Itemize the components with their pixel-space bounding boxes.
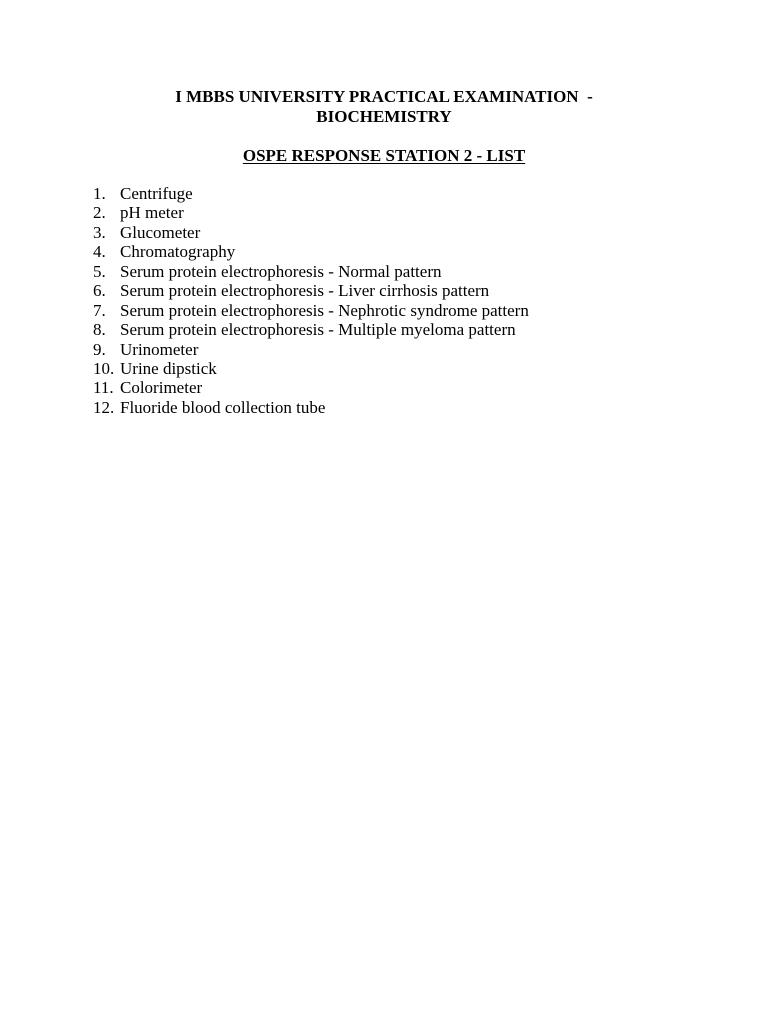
list-item-text: Serum protein electrophoresis - Liver cirrhosis pattern bbox=[120, 281, 490, 301]
list-item-text: Chromatography bbox=[120, 242, 236, 262]
list-item-number: 2. bbox=[93, 203, 106, 223]
list-item-text: Centrifuge bbox=[120, 184, 193, 203]
list-item-text: Serum protein electrophoresis - Normal pattern bbox=[120, 261, 442, 281]
document-title-line-2: BIOCHEMISTRY bbox=[316, 107, 452, 126]
list-item-number: 7. bbox=[93, 300, 106, 320]
list-item-number: 8. bbox=[93, 320, 106, 340]
list-item-text: Glucometer bbox=[120, 222, 201, 242]
list-item-text: Serum protein electrophoresis - Multiple myeloma pattern bbox=[120, 320, 516, 340]
list-item-number: 3. bbox=[93, 222, 106, 242]
list-item-text: Colorimeter bbox=[120, 378, 203, 398]
list-item-number: 9. bbox=[93, 339, 106, 359]
document-subtitle: OSPE RESPONSE STATION 2 - LIST bbox=[242, 146, 526, 165]
list-item-text: Serum protein electrophoresis - Nephrotic syndrome pattern bbox=[120, 300, 529, 320]
list-item-text: Urinometer bbox=[120, 339, 199, 359]
list-item-text: Fluoride blood collection tube bbox=[120, 397, 326, 417]
document-title-line-1: I MBBS UNIVERSITY PRACTICAL EXAMINATION - bbox=[175, 87, 593, 106]
list-item-number: 12. bbox=[93, 397, 115, 417]
list-item-number: 4. bbox=[93, 242, 106, 262]
list-item-number: 5. bbox=[93, 261, 106, 281]
list-item-number: 1. bbox=[93, 184, 106, 203]
list-item-text: Urine dipstick bbox=[120, 358, 217, 378]
list-item-number: 10. bbox=[93, 358, 115, 378]
list-item-number: 11. bbox=[93, 378, 114, 398]
list-item-number: 6. bbox=[93, 281, 106, 301]
list-item-text: pH meter bbox=[120, 203, 184, 223]
